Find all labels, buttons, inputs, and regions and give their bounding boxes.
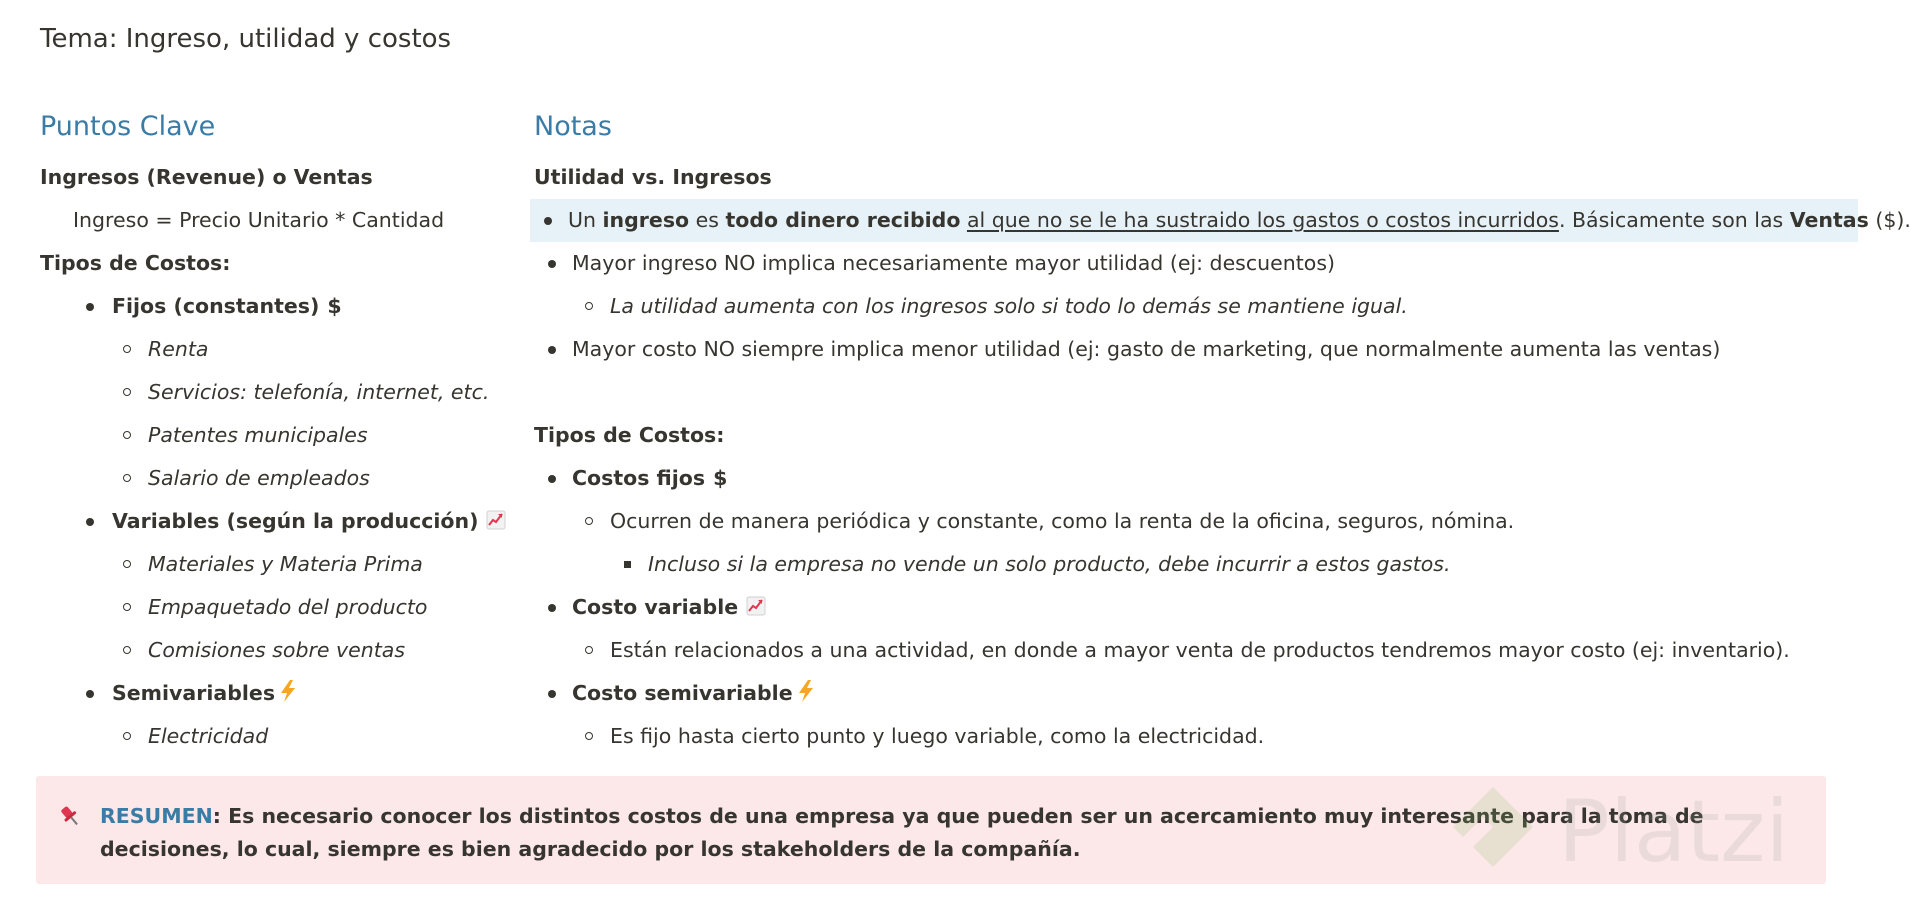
note-text: ($). (1868, 208, 1911, 232)
note-bold-text: Ventas (1789, 208, 1869, 232)
semivariable-costs-item (40, 672, 510, 715)
list-item: Salario de empleados (40, 457, 510, 500)
list-item: Materiales y Materia Prima (40, 543, 510, 586)
revenue-definition-note (530, 199, 1911, 242)
note-bold-text: ingreso (602, 208, 690, 232)
page-title: Tema: Ingreso, utilidad y costos (40, 24, 452, 54)
dollar-icon: $ (713, 466, 728, 490)
list-item: Empaquetado del producto (40, 586, 510, 629)
fixed-costs-label: Fijos (constantes) (112, 294, 320, 318)
semivariable-costs-label: Semivariables (112, 681, 276, 705)
key-points-heading: Puntos Clave (40, 111, 216, 142)
notes-column (534, 108, 1911, 758)
dollar-icon: $ (327, 294, 342, 318)
variable-cost-label: Costo variable (572, 595, 739, 619)
list-item: Patentes municipales (40, 414, 510, 457)
list-item: Electricidad (40, 715, 510, 758)
list-item: Están relacionados a una actividad, en donde a mayor venta de productos tendremos mayor costo (ej: inventario). (534, 629, 1824, 672)
summary-text (100, 800, 1800, 866)
variable-cost-note (534, 586, 1824, 629)
summary-callout (36, 776, 1826, 884)
list-item: La utilidad aumenta con los ingresos solo si todo lo demás se mantiene igual. (534, 285, 1824, 328)
note-underlined-text: al que no se le ha sustraido los gastos o costos incurridos (966, 208, 1559, 232)
semivariable-cost-label: Costo semivariable (572, 681, 793, 705)
list-item: Es fijo hasta cierto punto y luego variable, como la electricidad. (534, 715, 1824, 758)
fixed-costs-item (40, 285, 510, 328)
notes-heading: Notas (534, 111, 612, 142)
list-item: Servicios: telefonía, internet, etc. (40, 371, 510, 414)
note-text: . Básicamente son las (1558, 208, 1790, 232)
chart-increasing-icon (746, 588, 766, 631)
note-bold-text: todo dinero recibido (725, 208, 961, 232)
cost-types-title: Tipos de Costos: (40, 251, 231, 275)
revenue-formula: Ingreso = Precio Unitario * Cantidad (73, 208, 445, 232)
list-item: Mayor ingreso NO implica necesariamente mayor utilidad (ej: descuentos) (534, 242, 1824, 285)
spacer (534, 371, 1824, 414)
list-item: Renta (40, 328, 510, 371)
chart-increasing-icon (486, 502, 506, 545)
list-item: Comisiones sobre ventas (40, 629, 510, 672)
fixed-costs-note (534, 457, 1824, 500)
key-points-column (40, 108, 510, 758)
summary-body: : Es necesario conocer los distintos costos de una empresa ya que pueden ser un acercamiento muy interesante para la toma de decisiones, lo cual, siempre es bien agradecido por los stakeholders de la compañía. (100, 804, 1704, 861)
variable-costs-item (40, 500, 510, 543)
lightning-icon (797, 674, 815, 717)
list-item: Incluso si la empresa no vende un solo producto, debe incurrir a estos gastos. (534, 543, 1824, 586)
variable-costs-label: Variables (según la producción) (112, 509, 479, 533)
notes-subtitle: Utilidad vs. Ingresos (534, 165, 772, 189)
note-text: Un (568, 208, 603, 232)
fixed-costs-label: Costos fijos (572, 466, 706, 490)
semivariable-cost-note (534, 672, 1824, 715)
pushpin-icon (58, 804, 82, 832)
list-item: Ocurren de manera periódica y constante, como la renta de la oficina, seguros, nómina. (534, 500, 1824, 543)
note-text: es (689, 208, 726, 232)
lightning-icon (279, 674, 297, 717)
list-item: Mayor costo NO siempre implica menor utilidad (ej: gasto de marketing, que normalmente aumenta las ventas) (534, 328, 1824, 371)
cost-types-title: Tipos de Costos: (534, 423, 725, 447)
summary-label: RESUMEN (100, 804, 213, 828)
revenue-subtitle: Ingresos (Revenue) o Ventas (40, 165, 373, 189)
